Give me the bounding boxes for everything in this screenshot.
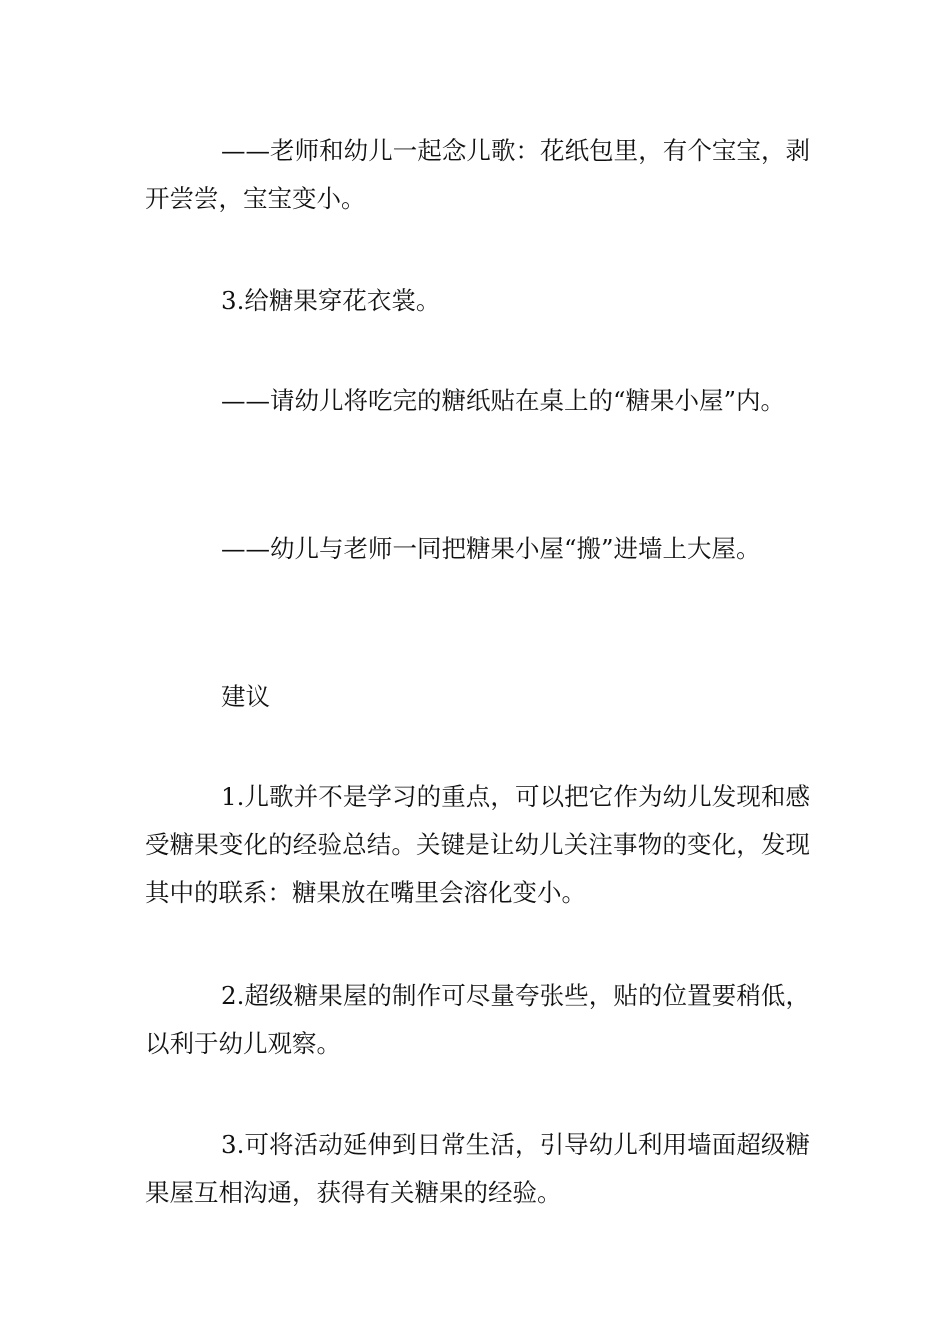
paragraph-suggestion-1: 1.儿歌并不是学习的重点，可以把它作为幼儿发现和感受糖果变化的经验总结。关键是让幼儿关注事物的变化，发现其中的联系：糖果放在嘴里会溶化变小。	[145, 782, 810, 907]
paragraph-nursery-rhyme: ——老师和幼儿一起念儿歌：花纸包里，有个宝宝，剥开尝尝，宝宝变小。	[145, 136, 810, 213]
section-heading-suggestions: 建议	[221, 682, 270, 711]
paragraph-step-3: 3.给糖果穿花衣裳。	[221, 286, 441, 315]
paragraph-suggestion-2: 2.超级糖果屋的制作可尽量夸张些，贴的位置要稍低，以利于幼儿观察。	[145, 981, 810, 1058]
paragraph-candy-wrapper: ——请幼儿将吃完的糖纸贴在桌上的“糖果小屋”内。	[221, 386, 786, 415]
paragraph-suggestion-3: 3.可将活动延伸到日常生活，引导幼儿利用墙面超级糖果屋互相沟通，获得有关糖果的经验。	[145, 1130, 810, 1207]
paragraph-move-house: ——幼儿与老师一同把糖果小屋“搬”进墙上大屋。	[221, 534, 761, 563]
